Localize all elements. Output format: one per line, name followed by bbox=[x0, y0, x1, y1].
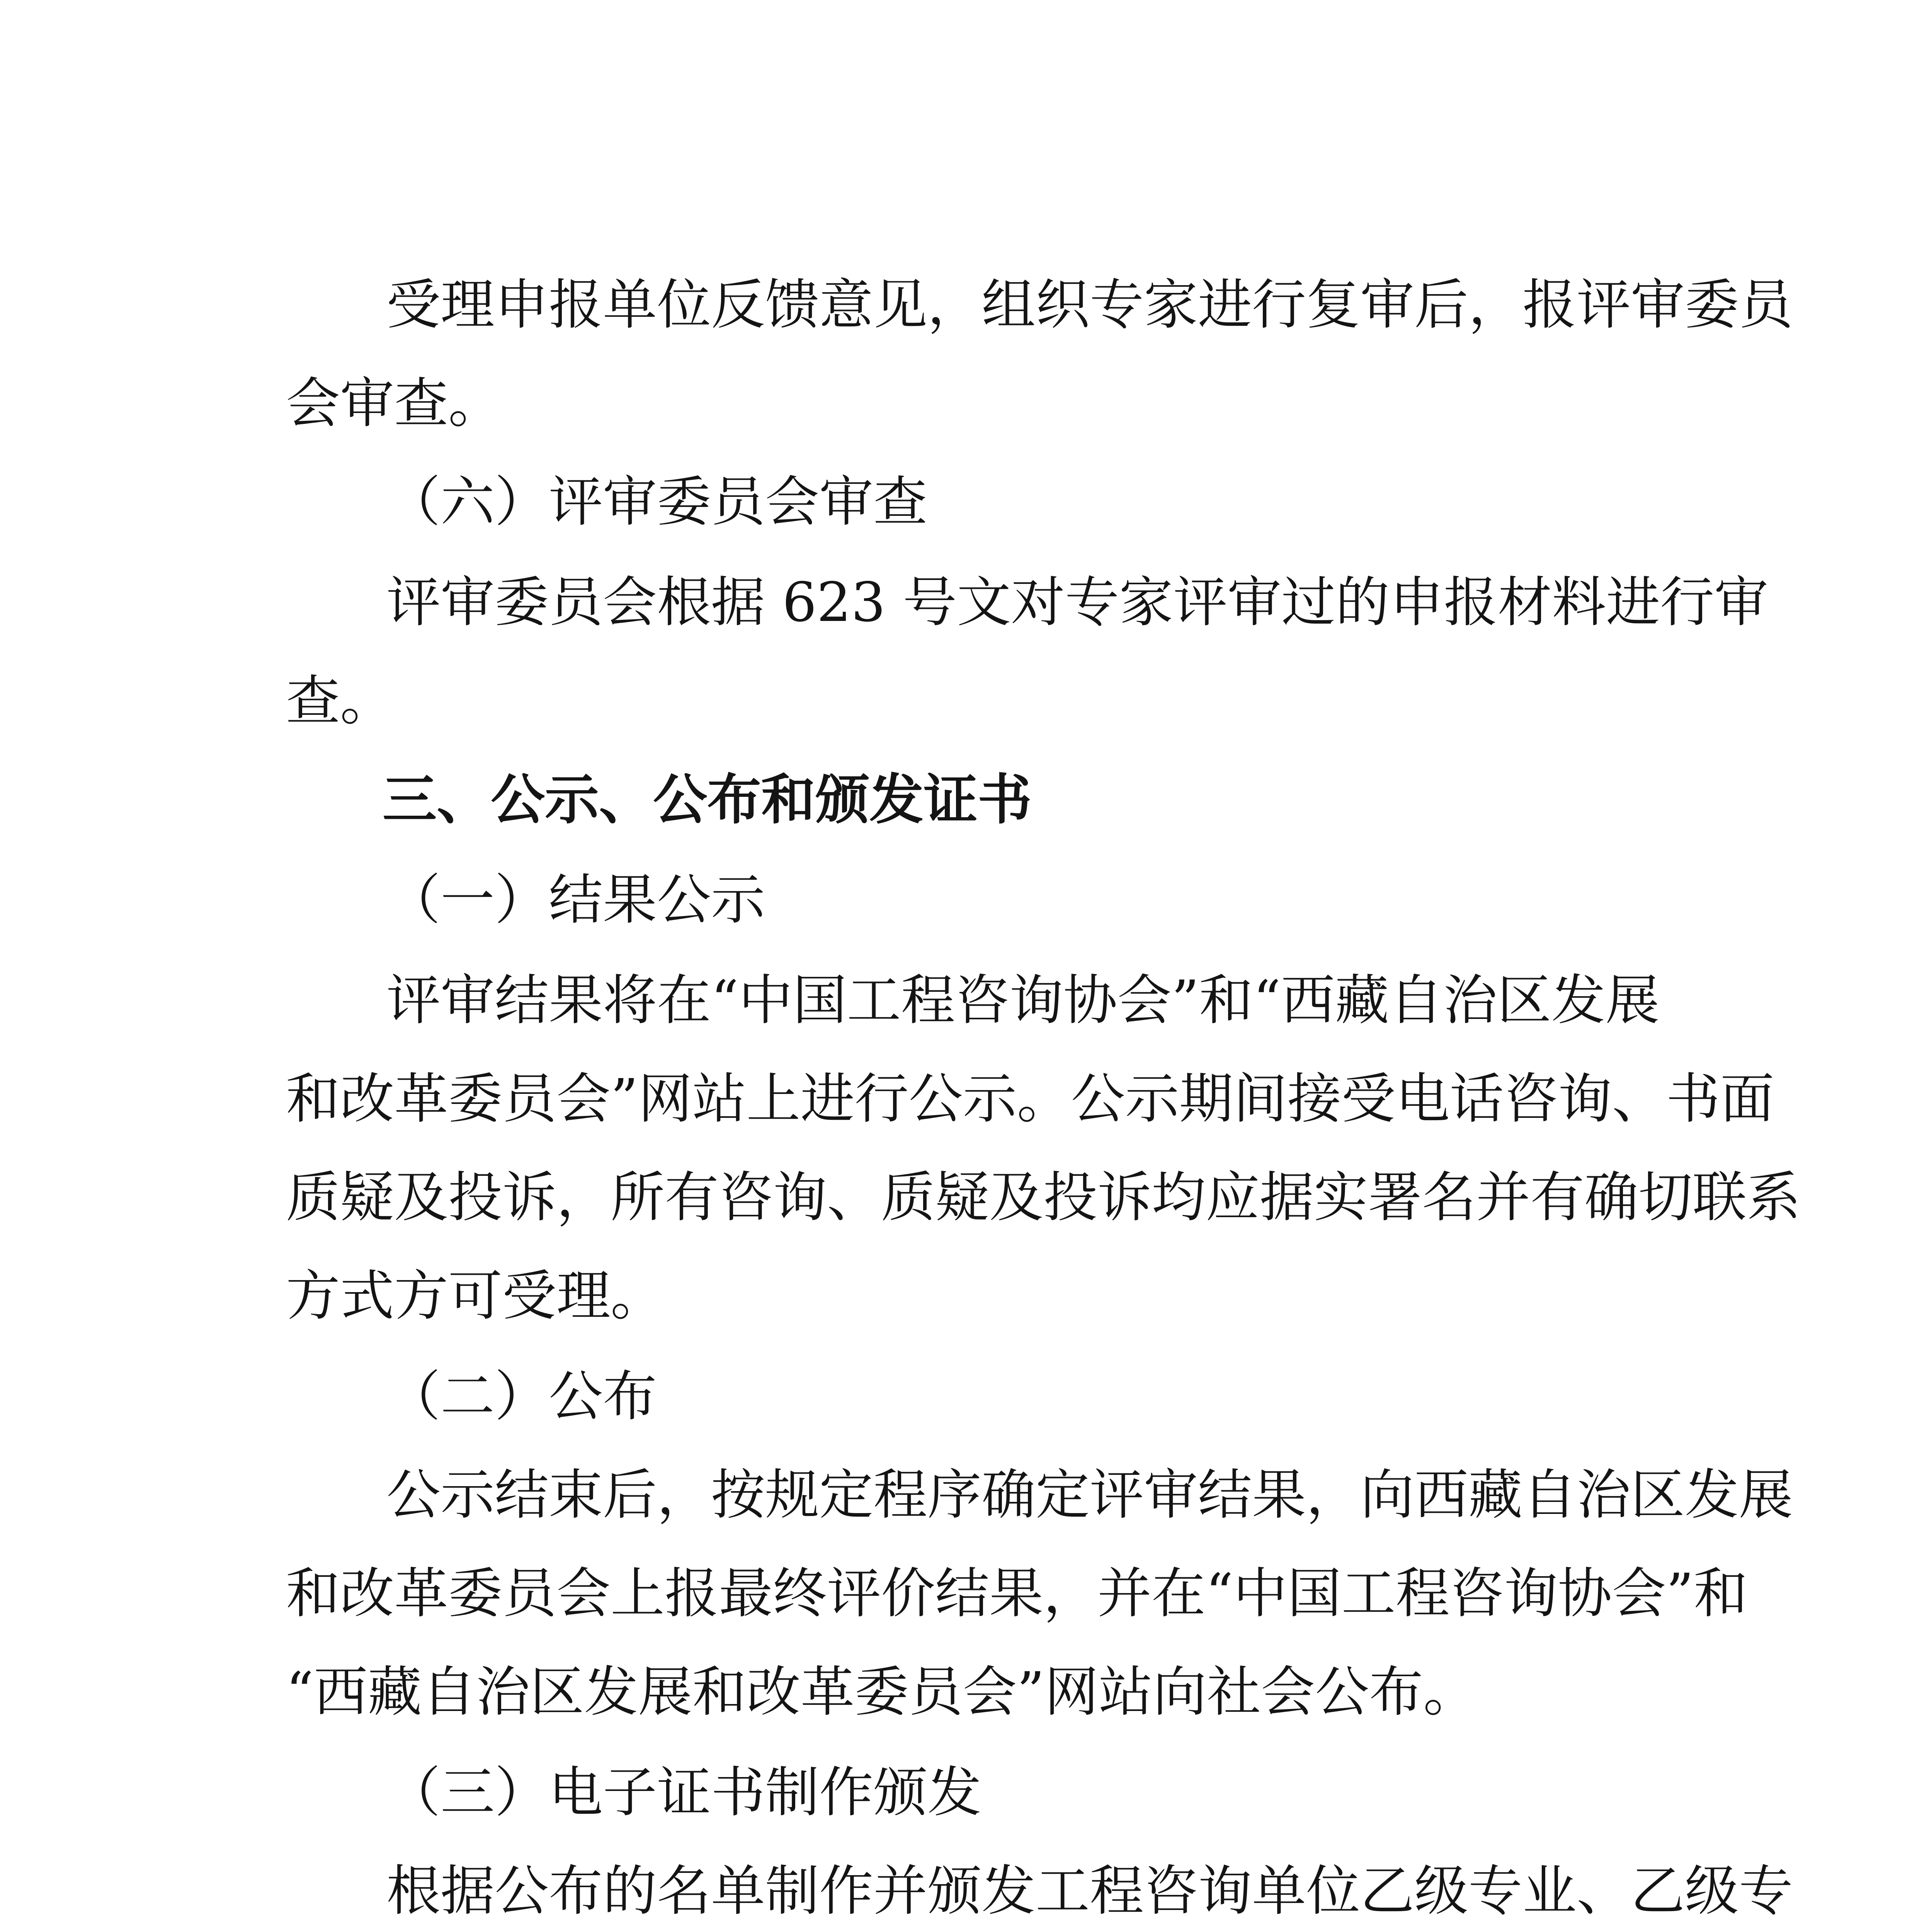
subsection-heading: （一）结果公示 bbox=[386, 869, 765, 932]
body-text-line: 评审委员会根据 623 号文对专家评审过的申报材料进行审 bbox=[386, 571, 1769, 634]
body-text-line: 质疑及投诉，所有咨询、质疑及投诉均应据实署名并有确切联系 bbox=[286, 1166, 1801, 1229]
subsection-heading: （三）电子证书制作颁发 bbox=[386, 1761, 982, 1824]
body-text-line: “西藏自治区发展和改革委员会”网站向社会公布。 bbox=[286, 1661, 1478, 1724]
body-text-line: 和改革委员会上报最终评价结果，并在“中国工程咨询协会”和 bbox=[286, 1562, 1748, 1625]
subsection-heading: （六）评审委员会审查 bbox=[386, 471, 928, 534]
body-text-line: 方式方可受理。 bbox=[286, 1265, 665, 1328]
body-text-line: 评审结果将在“中国工程咨询协会”和“西藏自治区发展 bbox=[386, 969, 1660, 1032]
body-text-line: 查。 bbox=[286, 670, 395, 733]
body-text-line: 受理申报单位反馈意见，组织专家进行复审后，报评审委员 bbox=[386, 274, 1793, 337]
subsection-heading: （二）公布 bbox=[386, 1365, 657, 1428]
body-text-line: 根据公布的名单制作并颁发工程咨询单位乙级专业、乙级专 bbox=[386, 1860, 1793, 1923]
section-heading: 三、公示、公布和颁发证书 bbox=[383, 768, 1032, 832]
body-text-line: 会审查。 bbox=[286, 372, 503, 435]
body-text-line: 和改革委员会”网站上进行公示。公示期间接受电话咨询、书面 bbox=[286, 1068, 1774, 1131]
body-text-line: 公示结束后，按规定程序确定评审结果，向西藏自治区发展 bbox=[386, 1464, 1793, 1527]
